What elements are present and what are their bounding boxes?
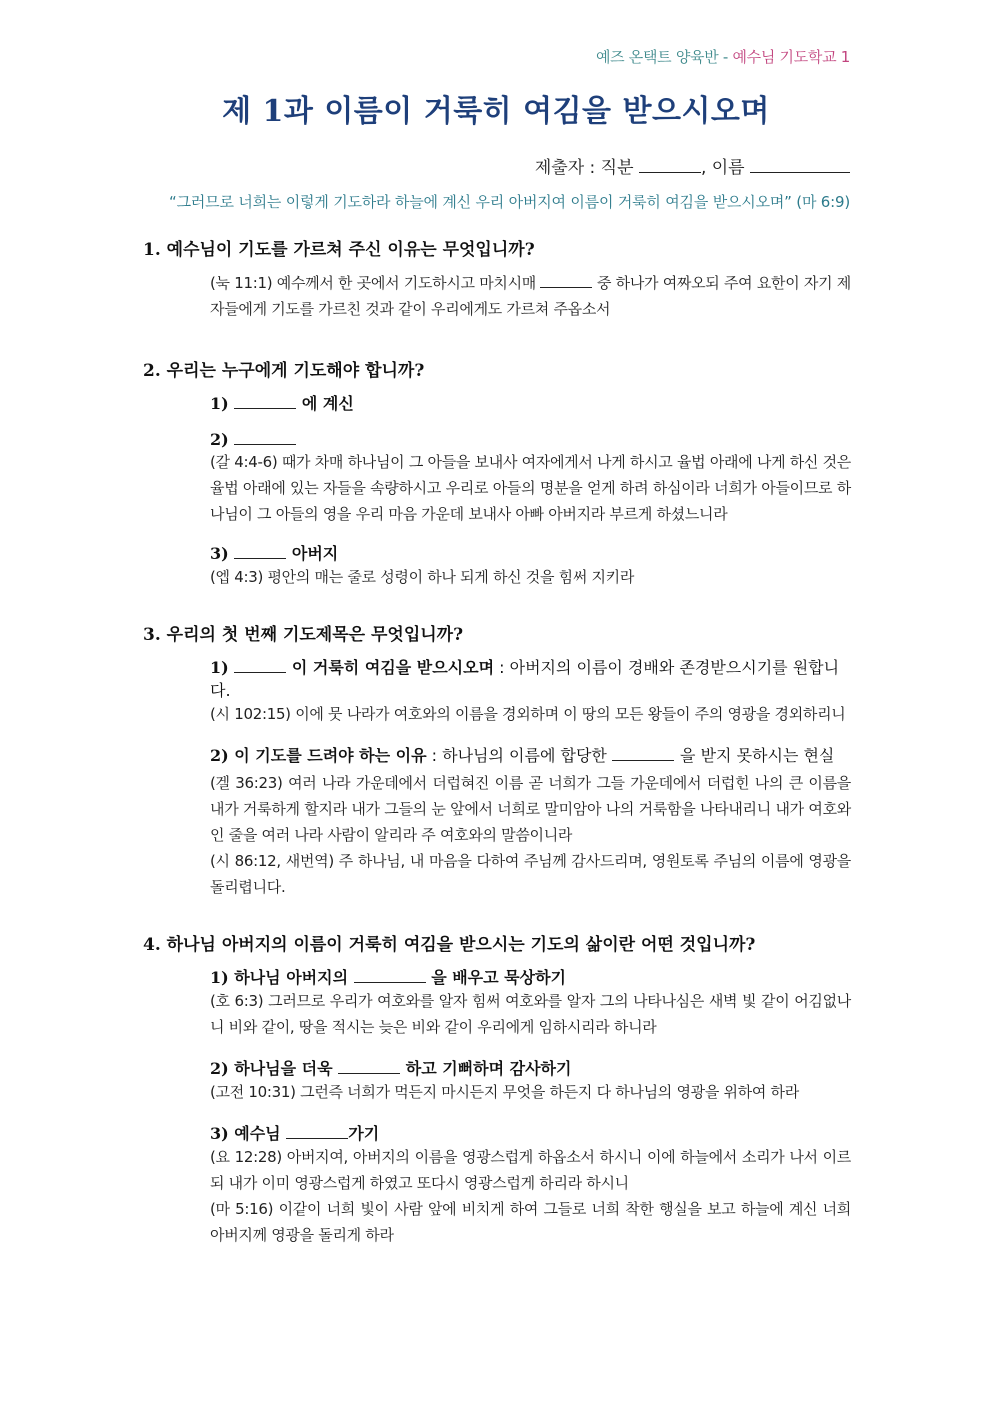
q3-item-1-bold: 이 거룩히 여김을 받으시오며 bbox=[291, 658, 495, 677]
q4-item-2 bbox=[210, 1056, 851, 1079]
q2-item-1-num: 1) bbox=[210, 394, 229, 413]
q2-item-2-blank[interactable] bbox=[234, 432, 296, 445]
q2-item-3-blank[interactable] bbox=[234, 546, 286, 559]
question-2-heading: 2. 우리는 누구에게 기도해야 합니까? bbox=[143, 361, 425, 381]
question-1-verse bbox=[210, 270, 851, 322]
submitter-line bbox=[535, 153, 850, 178]
q4-item-1-b: 을 배우고 묵상하기 bbox=[431, 968, 566, 987]
q4-item-1-a: 1) 하나님 아버지의 bbox=[210, 968, 349, 987]
q4-item-2-verse: (고전 10:31) 그런즉 너희가 먹든지 마시든지 무엇을 하든지 다 하나님의 영광을 위하여 하라 bbox=[210, 1083, 799, 1101]
q3-item-1-verse: (시 102:15) 이에 뭇 나라가 여호와의 이름을 경외하며 이 땅의 모든 왕들이 주의 영광을 경외하리니 bbox=[210, 705, 846, 723]
q4-item-3-b: 가기 bbox=[348, 1124, 380, 1143]
q1-text-b: 중 하나가 여짜오되 주여 요한이 자기 제자들에게 기도를 가르친 것과 같이 우리에게도 가르쳐 주옵소서 bbox=[210, 274, 851, 318]
q2-item-1-blank[interactable] bbox=[234, 396, 296, 409]
q2-item-3-tail: 아버지 bbox=[291, 544, 339, 563]
header-course: 예수님 기도학교 1 bbox=[732, 48, 850, 66]
question-1-heading: 1. 예수님이 기도를 가르쳐 주신 이유는 무엇입니까? bbox=[143, 240, 535, 260]
q3-item-1-num: 1) bbox=[210, 658, 229, 677]
header-label bbox=[596, 46, 850, 67]
q3-item-2 bbox=[210, 743, 851, 766]
q4-item-2-b: 하고 기뻐하며 감사하기 bbox=[405, 1059, 572, 1078]
q3-item-2-plain-b: 을 받지 못하시는 현실 bbox=[680, 746, 835, 765]
q2-item-2-num: 2) bbox=[210, 430, 229, 449]
q1-answer-blank[interactable] bbox=[540, 275, 592, 288]
q3-item-1-blank[interactable] bbox=[234, 660, 286, 673]
q2-item-1 bbox=[210, 391, 851, 414]
q2-item-1-tail: 에 계신 bbox=[301, 394, 354, 413]
q2-item-2 bbox=[210, 430, 851, 449]
name-label: , 이름 bbox=[700, 158, 745, 178]
q4-item-1-verse: (호 6:3) 그러므로 우리가 여호와를 알자 힘써 여호와를 알자 그의 나타나심은 새벽 빛 같이 어김없나니 비와 같이, 땅을 적시는 늦은 비와 같이 우리에게 임하시리라 하니라 bbox=[210, 992, 851, 1036]
question-3-items bbox=[210, 655, 851, 900]
q4-item-2-blank[interactable] bbox=[338, 1061, 400, 1074]
key-verse: “그러므로 너희는 이렇게 기도하라 하늘에 계신 우리 아버지여 이름이 거룩히 여김을 받으시오며” (마 6:9) bbox=[169, 193, 850, 211]
q1-text-a: (눅 11:1) 예수께서 한 곳에서 기도하시고 마치시매 bbox=[210, 274, 536, 292]
q2-item-3-verse: (엡 4:3) 평안의 매는 줄로 성령이 하나 되게 하신 것을 힘써 지키라 bbox=[210, 568, 635, 586]
question-4-heading: 4. 하나님 아버지의 이름이 거룩히 여김을 받으시는 기도의 삶이란 어떤 것입니까? bbox=[143, 935, 756, 955]
q4-item-3-verse-1: (요 12:28) 아버지여, 아버지의 이름을 영광스럽게 하옵소서 하시니 이에 하늘에서 소리가 나서 이르되 내가 이미 영광스럽게 하였고 또다시 영광스럽게 하리라 하시니 bbox=[210, 1148, 851, 1192]
q4-item-1-blank[interactable] bbox=[354, 970, 426, 983]
question-3-heading: 3. 우리의 첫 번째 기도제목은 무엇입니까? bbox=[143, 625, 464, 645]
question-2-items bbox=[210, 391, 851, 590]
q3-item-1-plain: : 아버지의 이름이 경배와 존경받으시기를 원합니다. bbox=[210, 658, 840, 700]
q4-item-3-blank[interactable] bbox=[286, 1126, 348, 1139]
q3-item-2-bold: 2) 이 기도를 드려야 하는 이유 bbox=[210, 746, 427, 765]
header-category: 예즈 온택트 양육반 bbox=[595, 48, 719, 66]
position-blank[interactable] bbox=[639, 158, 701, 173]
q3-item-2-verse-1: (겔 36:23) 여러 나라 가운데에서 더럽혀진 이름 곧 너희가 그들 가운데에서 더럽힌 나의 큰 이름을 내가 거룩하게 할지라 내가 그들의 눈 앞에서 너희로 말미암아 나의 거룩함을 나타내리니 내가 여호와인 줄을 여러 나라 사람이 알리라 주 여호와의 말씀이니라 bbox=[210, 774, 851, 844]
q4-item-3 bbox=[210, 1121, 851, 1144]
name-blank[interactable] bbox=[750, 158, 850, 173]
question-list bbox=[143, 235, 851, 1248]
q4-item-3-a: 3) 예수님 bbox=[210, 1124, 281, 1143]
q2-item-3 bbox=[210, 541, 851, 564]
q4-item-1 bbox=[210, 965, 851, 988]
header-separator: - bbox=[718, 48, 733, 66]
page-title: 제 1과 이름이 거룩히 여김을 받으시오며 bbox=[222, 94, 770, 129]
q4-item-3-verse-2: (마 5:16) 이같이 너희 빛이 사람 앞에 비치게 하여 그들로 너희 착한 행실을 보고 하늘에 계신 너희 아버지께 영광을 돌리게 하라 bbox=[210, 1200, 851, 1244]
q3-item-2-verse-2: (시 86:12, 새번역) 주 하나님, 내 마음을 다하여 주님께 감사드리며, 영원토록 주님의 이름에 영광을 돌리렵니다. bbox=[210, 852, 851, 896]
submitter-label: 제출자 : 직분 bbox=[534, 158, 634, 178]
q4-item-2-a: 2) 하나님을 더욱 bbox=[210, 1059, 333, 1078]
q2-item-3-num: 3) bbox=[210, 544, 229, 563]
q2-item-2-verse: (갈 4:4-6) 때가 차매 하나님이 그 아들을 보내사 여자에게서 나게 하시고 율법 아래에 나게 하신 것은 율법 아래에 있는 자들을 속량하시고 우리로 아들의 명분을 얻게 하려 하심이라 너희가 아들이므로 하나님이 그 아들의 영을 우리 마음 가운데 보내사 아빠 아버지라 부르게 하셨느니라 bbox=[210, 453, 851, 523]
q3-item-2-blank[interactable] bbox=[612, 748, 674, 761]
q3-item-2-plain-a: : 하나님의 이름에 합당한 bbox=[426, 746, 607, 765]
q3-item-1 bbox=[210, 655, 851, 701]
question-4-items bbox=[210, 965, 851, 1248]
